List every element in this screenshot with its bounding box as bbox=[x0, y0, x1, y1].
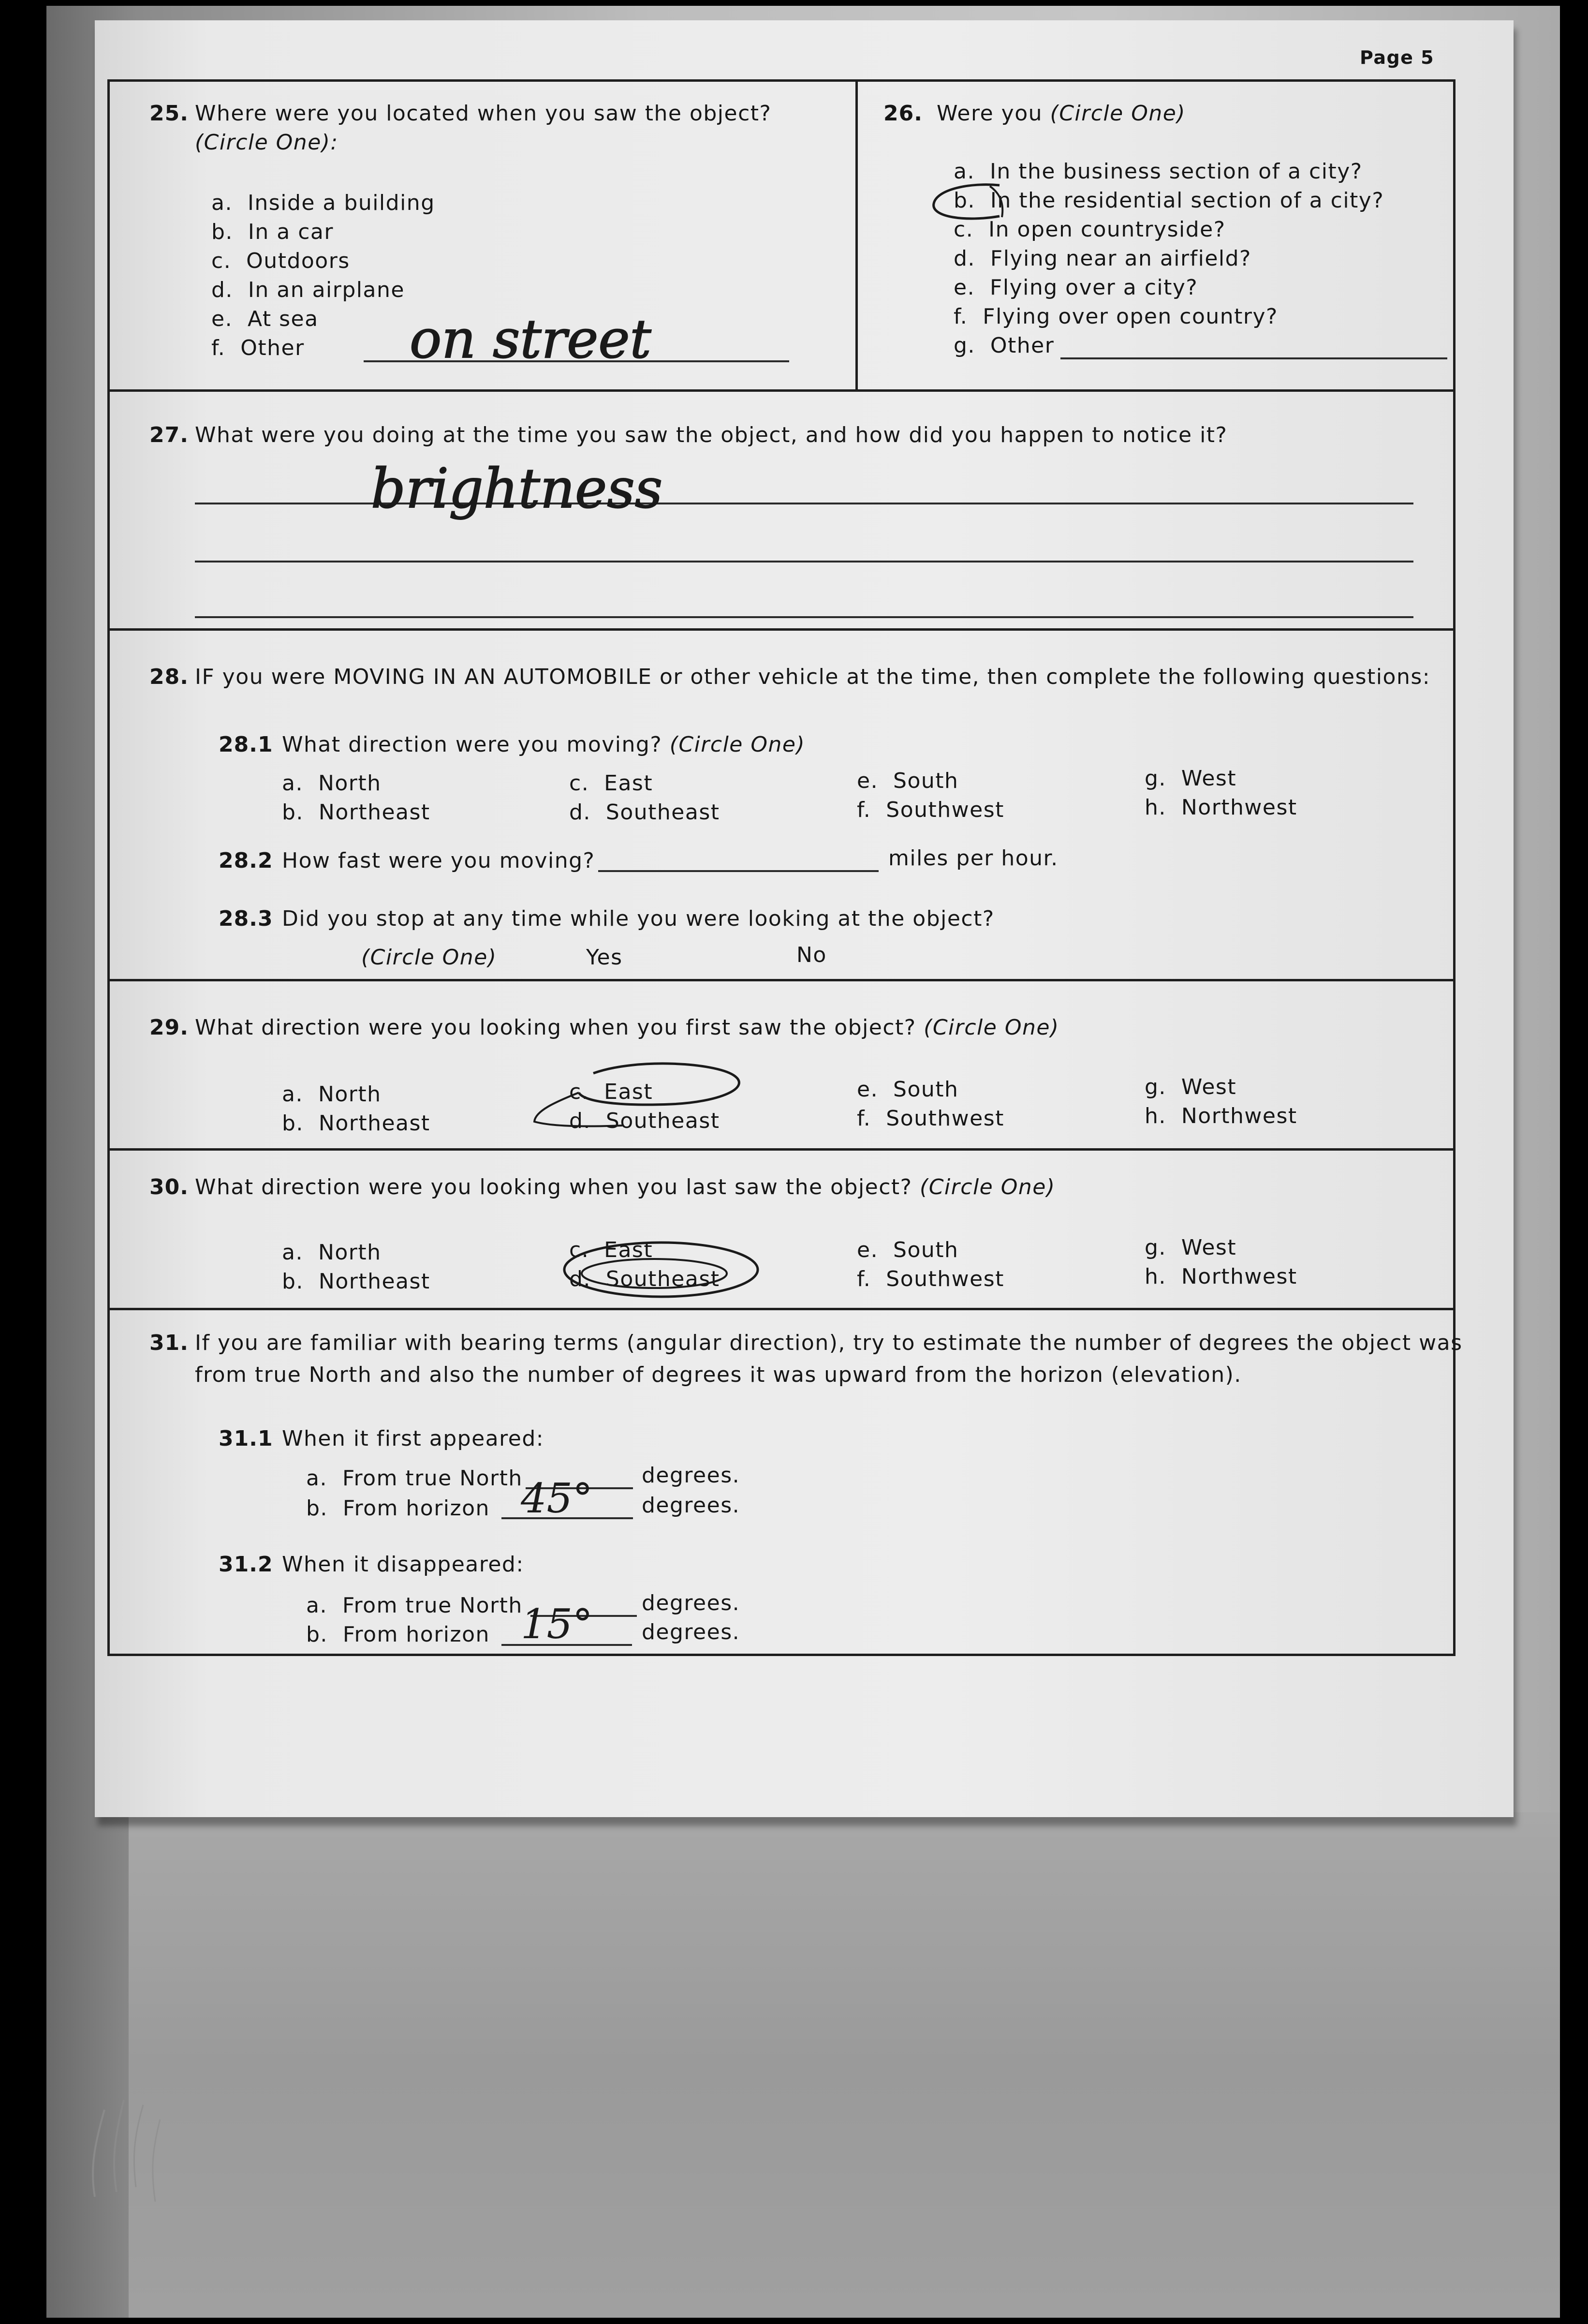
q27-line-3 bbox=[195, 616, 1413, 618]
q29-option-g[interactable]: g. West bbox=[1145, 1075, 1237, 1099]
q30-option-a[interactable]: a. North bbox=[282, 1240, 382, 1265]
q30-option-d[interactable]: d. Southeast bbox=[569, 1267, 720, 1291]
q29-option-h[interactable]: h. Northwest bbox=[1145, 1104, 1297, 1128]
q31-1-a-label: a. From true North bbox=[306, 1466, 523, 1491]
microfilm-frame bbox=[46, 6, 1560, 2318]
q30-option-h[interactable]: h. Northwest bbox=[1145, 1264, 1297, 1289]
q25-option-d[interactable]: d. In an airplane bbox=[211, 278, 405, 302]
q28-1-question: What direction were you moving? (Circle One) bbox=[282, 732, 806, 757]
q26-circle-mark bbox=[927, 178, 1043, 227]
q28-1-number: 28.1 bbox=[219, 732, 273, 757]
q28-1-option-g[interactable]: g. West bbox=[1145, 766, 1237, 791]
q25-option-f[interactable]: f. Other bbox=[211, 336, 305, 360]
q29-option-a[interactable]: a. North bbox=[282, 1082, 382, 1107]
q28-2-question: How fast were you moving? bbox=[282, 848, 595, 873]
q27-number: 27. bbox=[149, 423, 189, 447]
q31-2-number: 31.2 bbox=[219, 1552, 273, 1577]
q29-option-e[interactable]: e. South bbox=[857, 1077, 959, 1102]
q25-circle-one: (Circle One): bbox=[195, 130, 338, 155]
q31-1-number: 31.1 bbox=[219, 1426, 273, 1451]
q29-option-b[interactable]: b. Northeast bbox=[282, 1111, 430, 1136]
q31-number: 31. bbox=[149, 1331, 189, 1355]
q30-option-e[interactable]: e. South bbox=[857, 1238, 959, 1262]
q27-answer[interactable] bbox=[371, 454, 806, 536]
q25-other-answer[interactable] bbox=[410, 309, 758, 372]
q28-3-question: Did you stop at any time while you were looking at the object? bbox=[282, 906, 995, 931]
divider-30-31 bbox=[110, 1308, 1453, 1310]
q31-2-a-suffix: degrees. bbox=[642, 1591, 740, 1615]
q31-1-a-suffix: degrees. bbox=[642, 1463, 740, 1488]
q28-3-circle-one: (Circle One) bbox=[361, 945, 497, 970]
page-label: Page 5 bbox=[1360, 47, 1435, 68]
q30-option-c[interactable]: c. East bbox=[569, 1238, 653, 1262]
q30-circle-mark bbox=[555, 1233, 767, 1310]
q28-3-no[interactable]: No bbox=[796, 943, 827, 967]
q28-number: 28. bbox=[149, 665, 189, 689]
q25-option-c[interactable]: c. Outdoors bbox=[211, 249, 350, 273]
q25-other-answer-text: on street bbox=[410, 309, 651, 370]
q31-2-b-label: b. From horizon bbox=[306, 1622, 490, 1647]
q28-1-option-h[interactable]: h. Northwest bbox=[1145, 795, 1297, 820]
q31-line-2: from true North and also the number of degrees it was upward from the horizon (elevation). bbox=[195, 1362, 1242, 1387]
form-grid bbox=[107, 79, 1463, 1656]
handwriting-brightness bbox=[371, 454, 806, 536]
backing-sheet bbox=[129, 1812, 1560, 2318]
q26-option-e[interactable]: e. Flying over a city? bbox=[954, 275, 1198, 300]
q31-2-a-label: a. From true North bbox=[306, 1593, 523, 1618]
q25-option-b[interactable]: b. In a car bbox=[211, 220, 334, 244]
q26-option-g[interactable]: g. Other bbox=[954, 333, 1055, 358]
q28-1-option-d[interactable]: d. Southeast bbox=[569, 800, 720, 825]
divider-28-29 bbox=[110, 979, 1453, 981]
q28-3-number: 28.3 bbox=[219, 906, 273, 931]
q29-circle-mark bbox=[526, 1054, 777, 1136]
q30-option-b[interactable]: b. Northeast bbox=[282, 1269, 430, 1294]
q25-option-e[interactable]: e. At sea bbox=[211, 307, 319, 331]
q26-option-f[interactable]: f. Flying over open country? bbox=[954, 304, 1278, 329]
q25-question: Where were you located when you saw the object? bbox=[195, 101, 772, 126]
q31-1-title: When it first appeared: bbox=[282, 1426, 544, 1451]
q31-1-b-suffix: degrees. bbox=[642, 1493, 740, 1518]
q31-2-title: When it disappeared: bbox=[282, 1552, 524, 1577]
q31-1-b-value[interactable]: 45° bbox=[521, 1475, 593, 1522]
q26-option-c[interactable]: c. In open countryside? bbox=[954, 217, 1226, 242]
q27-question: What were you doing at the time you saw the object, and how did you happen to notice it? bbox=[195, 423, 1228, 447]
q26-option-b[interactable]: b. In the residential section of a city? bbox=[954, 188, 1384, 213]
q31-1-b-label: b. From horizon bbox=[306, 1496, 490, 1521]
q26-option-d[interactable]: d. Flying near an airfield? bbox=[954, 246, 1251, 271]
q30-option-f[interactable]: f. Southwest bbox=[857, 1267, 1004, 1291]
q26-question: Were you (Circle One) bbox=[937, 101, 1186, 126]
q27-line-2 bbox=[195, 561, 1413, 562]
q30-option-g[interactable]: g. West bbox=[1145, 1235, 1237, 1260]
q25-number: 25. bbox=[149, 101, 189, 126]
q31-line-1: If you are familiar with bearing terms (angular direction), try to estimate the number of degrees the object was bbox=[195, 1331, 1463, 1355]
form-page bbox=[95, 20, 1514, 1817]
q28-2-speed-field[interactable] bbox=[598, 870, 879, 872]
q29-option-d[interactable]: d. Southeast bbox=[569, 1109, 720, 1133]
q28-1-option-f[interactable]: f. Southwest bbox=[857, 798, 1004, 822]
q27-answer-text: brightness bbox=[371, 458, 663, 520]
q26-other-line bbox=[1060, 357, 1447, 359]
divider-29-30 bbox=[110, 1148, 1453, 1151]
q29-option-f[interactable]: f. Southwest bbox=[857, 1106, 1004, 1131]
divider-26-27 bbox=[110, 389, 1453, 392]
handwriting-on-street bbox=[410, 309, 758, 372]
divider-25-26 bbox=[855, 82, 858, 391]
q26-option-a[interactable]: a. In the business section of a city? bbox=[954, 159, 1363, 184]
stray-pencil-marks bbox=[75, 2090, 221, 2206]
q29-number: 29. bbox=[149, 1015, 189, 1040]
q28-1-option-b[interactable]: b. Northeast bbox=[282, 800, 430, 825]
divider-27-28 bbox=[110, 628, 1453, 631]
q31-2-b-suffix: degrees. bbox=[642, 1620, 740, 1644]
q28-1-option-e[interactable]: e. South bbox=[857, 769, 959, 793]
q28-question: IF you were MOVING IN AN AUTOMOBILE or other vehicle at the time, then complete the following questions: bbox=[195, 665, 1431, 689]
q25-option-a[interactable]: a. Inside a building bbox=[211, 191, 435, 215]
q28-2-suffix: miles per hour. bbox=[888, 846, 1059, 871]
q31-2-b-value[interactable]: 15° bbox=[521, 1600, 593, 1648]
q26-number: 26. bbox=[883, 101, 923, 126]
q30-question: What direction were you looking when you last saw the object? (Circle One) bbox=[195, 1175, 1056, 1199]
q28-3-yes[interactable]: Yes bbox=[586, 945, 623, 970]
q30-number: 30. bbox=[149, 1175, 189, 1199]
q28-1-option-c[interactable]: c. East bbox=[569, 771, 653, 796]
q29-option-c[interactable]: c. East bbox=[569, 1080, 653, 1104]
q29-question: What direction were you looking when you first saw the object? (Circle One) bbox=[195, 1015, 1059, 1040]
q28-1-option-a[interactable]: a. North bbox=[282, 771, 382, 796]
q28-2-number: 28.2 bbox=[219, 848, 273, 873]
